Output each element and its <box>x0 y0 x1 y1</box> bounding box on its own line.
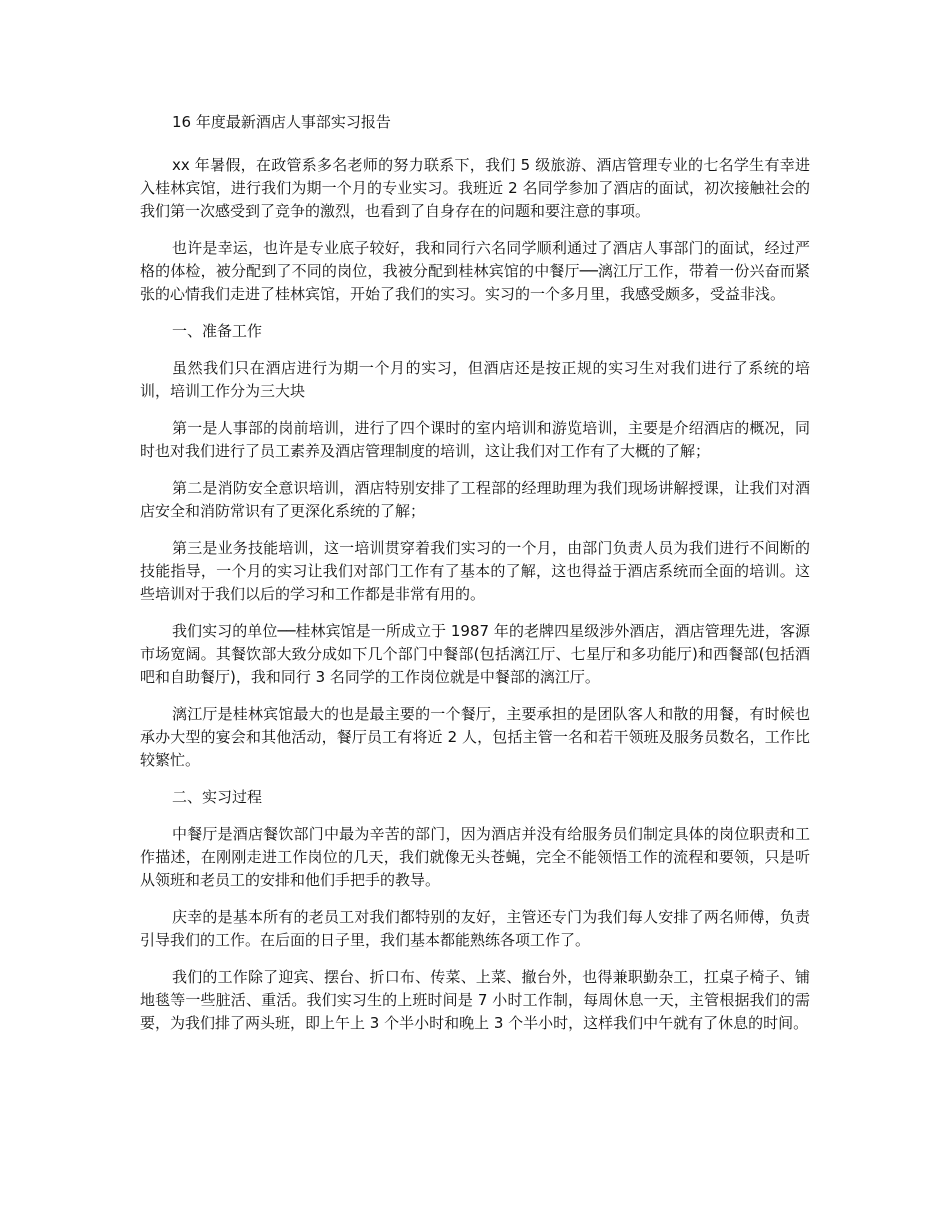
paragraph-daily-work: 我们的工作除了迎宾、摆台、折口布、传菜、上菜、撤台外，也得兼职勤杂工，扛桌子椅子、铺地毯等一些脏活、重活。我们实习生的上班时间是 7 小时工作制，每周休息一天，主管根据我们的需要，为我们排了两头班，即上午上 3 个半小时和晚上 3 个半小时，这样我们中午就有了休息的时间。 <box>140 968 810 1032</box>
document-page <box>140 111 810 1049</box>
section-heading-process: 二、实习过程 <box>172 788 263 806</box>
paragraph-training-first: 第一是人事部的岗前培训，进行了四个课时的室内培训和游览培训，主要是介绍酒店的概况，同时也对我们进行了员工素养及酒店管理制度的培训，这让我们对工作有了大概的了解； <box>140 419 810 460</box>
paragraph-training-overview: 虽然我们只在酒店进行为期一个月的实习，但酒店还是按正规的实习生对我们进行了系统的培训，培训工作分为三大块 <box>140 359 810 400</box>
paragraph-interview: 也许是幸运，也许是专业底子较好，我和同行六名同学顺利通过了酒店人事部门的面试，经过严格的体检，被分配到了不同的岗位，我被分配到桂林宾馆的中餐厅──漓江厅工作，带着一份兴奋而紧张的心情我们走进了桂林宾馆，开始了我们的实习。实习的一个多月里，我感受颇多，受益非浅。 <box>140 239 810 303</box>
document-title: 16 年度最新酒店人事部实习报告 <box>172 113 391 131</box>
paragraph-mentors: 庆幸的是基本所有的老员工对我们都特别的友好，主管还专门为我们每人安排了两名师傅，负责引导我们的工作。在后面的日子里，我们基本都能熟练各项工作了。 <box>140 908 810 949</box>
paragraph-hotel-intro: 我们实习的单位──桂林宾馆是一所成立于 1987 年的老牌四星级涉外酒店，酒店管理先进，客源市场宽阔。其餐饮部大致分成如下几个部门中餐部(包括漓江厅、七星厅和多功能厅)和西餐部(包括酒吧和自助餐厅)，我和同行 3 名同学的工作岗位就是中餐部的漓江厅。 <box>140 622 810 686</box>
paragraph-training-third: 第三是业务技能培训，这一培训贯穿着我们实习的一个月，由部门负责人员为我们进行不间断的技能指导，一个月的实习让我们对部门工作有了基本的了解，这也得益于酒店系统而全面的培训。这些培训对于我们以后的学习和工作都是非常有用的。 <box>140 539 810 603</box>
section-heading-preparation: 一、准备工作 <box>172 322 263 340</box>
paragraph-lijiang-hall: 漓江厅是桂林宾馆最大的也是最主要的一个餐厅，主要承担的是团队客人和散的用餐，有时候也承办大型的宴会和其他活动，餐厅员工有将近 2 人，包括主管一名和若干领班及服务员数名，工作比较繁忙。 <box>140 705 810 769</box>
paragraph-chinese-restaurant: 中餐厅是酒店餐饮部门中最为辛苦的部门，因为酒店并没有给服务员们制定具体的岗位职责和工作描述，在刚刚走进工作岗位的几天，我们就像无头苍蝇，完全不能领悟工作的流程和要领，只是听从领班和老员工的安排和他们手把手的教导。 <box>140 825 810 889</box>
paragraph-training-second: 第二是消防安全意识培训，酒店特别安排了工程部的经理助理为我们现场讲解授课，让我们对酒店安全和消防常识有了更深化系统的了解； <box>140 479 810 520</box>
paragraph-intro: xx 年暑假，在政管系多名老师的努力联系下，我们 5 级旅游、酒店管理专业的七名学生有幸进入桂林宾馆，进行我们为期一个月的专业实习。我班近 2 名同学参加了酒店的面试，初次接触社会的我们第一次感受到了竞争的激烈，也看到了自身存在的问题和要注意的事项。 <box>140 156 810 220</box>
